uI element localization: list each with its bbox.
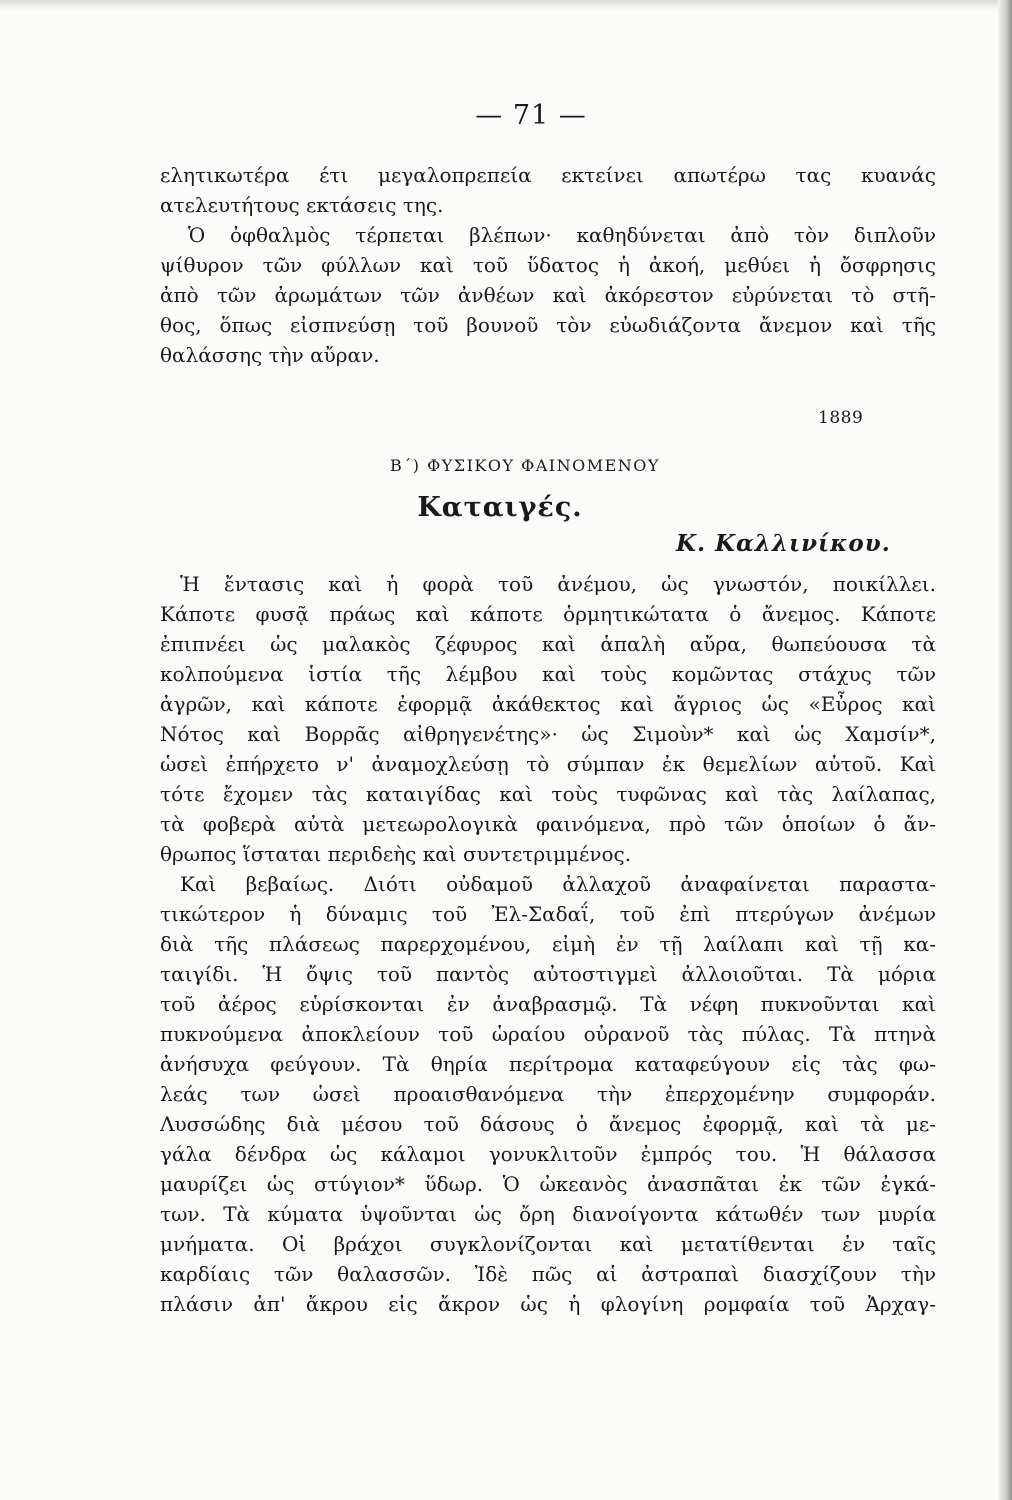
text-line: των. Τὰ κύματα ὑψοῦνται ὡς ὄρη διανοίγοντα κάτωθέν των μυρία [160, 1202, 936, 1226]
text-line: Λυσσώδης διὰ μέσου τοῦ δάσους ὁ ἄνεμος ἐφορμᾷ, καὶ τὰ με- [160, 1112, 936, 1136]
scan-shadow-right [998, 0, 1012, 1500]
text-line: διὰ τῆς πλάσεως παρερχομένου, εἰμὴ ἐν τῇ λαίλαπι καὶ τῇ κα- [160, 932, 936, 956]
essay-title: Καταιγές. [417, 492, 583, 523]
text-line: μαυρίζει ὡς στύγιον* ὕδωρ. Ὁ ὠκεανὸς ἀνασπᾶται ἐκ τῶν ἐγκά- [160, 1172, 936, 1196]
text-line: γάλα δένδρα ὡς κάλαμοι γονυκλιτοῦν ἐμπρός του. Ἡ θάλασσα [160, 1142, 936, 1166]
text-line: θαλάσσης τὴν αὔραν. [160, 343, 380, 367]
text-line: Καὶ βεβαίως. Διότι οὐδαμοῦ ἀλλαχοῦ ἀναφαίνεται παραστα- [180, 872, 936, 896]
text-line: καρδίαις τῶν θαλασσῶν. Ἰδὲ πῶς αἱ ἀστραπαὶ διασχίζουν τὴν [160, 1262, 936, 1286]
text-line: Ὁ ὀφθαλμὸς τέρπεται βλέπων· καθηδύνεται ἀπὸ τὸν διπλοῦν [188, 223, 936, 247]
text-line: Νότος καὶ Βορρᾶς αἰθρηγενέτης»· ὡς Σιμοὺν* καὶ ὡς Χαμσίν*, [160, 722, 936, 746]
text-line: ατελευτήτους εκτάσεις της. [160, 193, 444, 217]
intro-paragraphs [160, 160, 936, 370]
text-line: τότε ἔχομεν τὰς καταιγίδας καὶ τοὺς τυφῶνας καὶ τὰς λαίλαπας, [160, 782, 936, 806]
essay-date: 1889 [818, 408, 864, 428]
text-line: ταιγίδι. Ἡ ὄψις τοῦ παντὸς αὐτοστιγμεὶ ἀλλοιοῦται. Τὰ μόρια [160, 962, 936, 986]
text-line: ἀπὸ τῶν ἀρωμάτων τῶν ἀνθέων καὶ ἀκόρεστον εὐρύνεται τὸ στῆ- [160, 283, 936, 307]
text-line: θρωπος ἵσταται περιδεὴς καὶ συντετριμμένος. [160, 842, 632, 866]
text-line: ἀνήσυχα φεύγουν. Τὰ θηρία περίτρομα καταφεύγουν εἰς τὰς φω- [160, 1052, 936, 1076]
text-line: Κάποτε φυσᾷ πράως καὶ κάποτε ὁρμητικώτατα ὁ ἄνεμος. Κάποτε [160, 602, 936, 626]
section-heading: Β΄) ΦΥΣΙΚΟΥ ΦΑΙΝΟΜΕΝΟΥ [390, 456, 660, 475]
text-line: θος, ὅπως εἰσπνεύσῃ τοῦ βουνοῦ τὸν εὐωδιάζοντα ἄνεμον καὶ τῆς [160, 313, 936, 337]
text-line: τικώτερον ἡ δύναμις τοῦ Ἐλ-Σαδαΐ, τοῦ ἐπὶ πτερύγων ἀνέμων [160, 902, 936, 926]
page-number: — 71 — [475, 100, 587, 131]
text-line: ἀγρῶν, καὶ κάποτε ἐφορμᾷ ἀκάθεκτος καὶ ἄγριος ὡς «Εὖρος καὶ [160, 692, 936, 716]
text-line: μνήματα. Οἱ βράχοι συγκλονίζονται καὶ μετατίθενται ἐν ταῖς [160, 1232, 936, 1256]
text-line: λεάς των ὡσεὶ προαισθανόμενα τὴν ἐπερχομένην συμφοράν. [160, 1082, 936, 1106]
text-line: ἐπιπνέει ὡς μαλακὸς ζέφυρος καὶ ἁπαλὴ αὔρα, θωπεύουσα τὰ [160, 632, 936, 656]
essay-author: Κ. Καλλινίκου. [676, 530, 891, 557]
text-line: ελητικωτέρα έτι μεγαλοπρεπεία εκτείνει απωτέρω τας κυανάς [160, 163, 936, 187]
text-line: τοῦ ἀέρος εὑρίσκονται ἐν ἀναβρασμῷ. Τὰ νέφη πυκνοῦνται καὶ [160, 992, 936, 1016]
text-line: τὰ φοβερὰ αὐτὰ μετεωρολογικὰ φαινόμενα, πρὸ τῶν ὁποίων ὁ ἄν- [160, 812, 936, 836]
text-line: πλάσιν ἀπ' ἄκρου εἰς ἄκρον ὡς ἡ φλογίνη ρομφαία τοῦ Ἀρχαγ- [160, 1292, 936, 1316]
text-line: Ἡ ἔντασις καὶ ἡ φορὰ τοῦ ἀνέμου, ὡς γνωστόν, ποικίλλει. [180, 572, 936, 596]
text-line: ψίθυρον τῶν φύλλων καὶ τοῦ ὕδατος ἡ ἀκοή, μεθύει ἡ ὄσφρησις [160, 253, 936, 277]
scan-shadow-top [0, 0, 1012, 10]
text-line: πυκνούμενα ἀποκλείουν τοῦ ὡραίου οὐρανοῦ τὰς πύλας. Τὰ πτηνὰ [160, 1022, 936, 1046]
text-line: ὡσεὶ ἐπήρχετο ν' ἀναμοχλεύσῃ τὸ σύμπαν ἐκ θεμελίων αὐτοῦ. Καὶ [160, 752, 936, 776]
essay-body [160, 569, 936, 1319]
text-line: κολπούμενα ἱστία τῆς λέμβου καὶ τοὺς κομῶντας στάχυς τῶν [160, 662, 936, 686]
